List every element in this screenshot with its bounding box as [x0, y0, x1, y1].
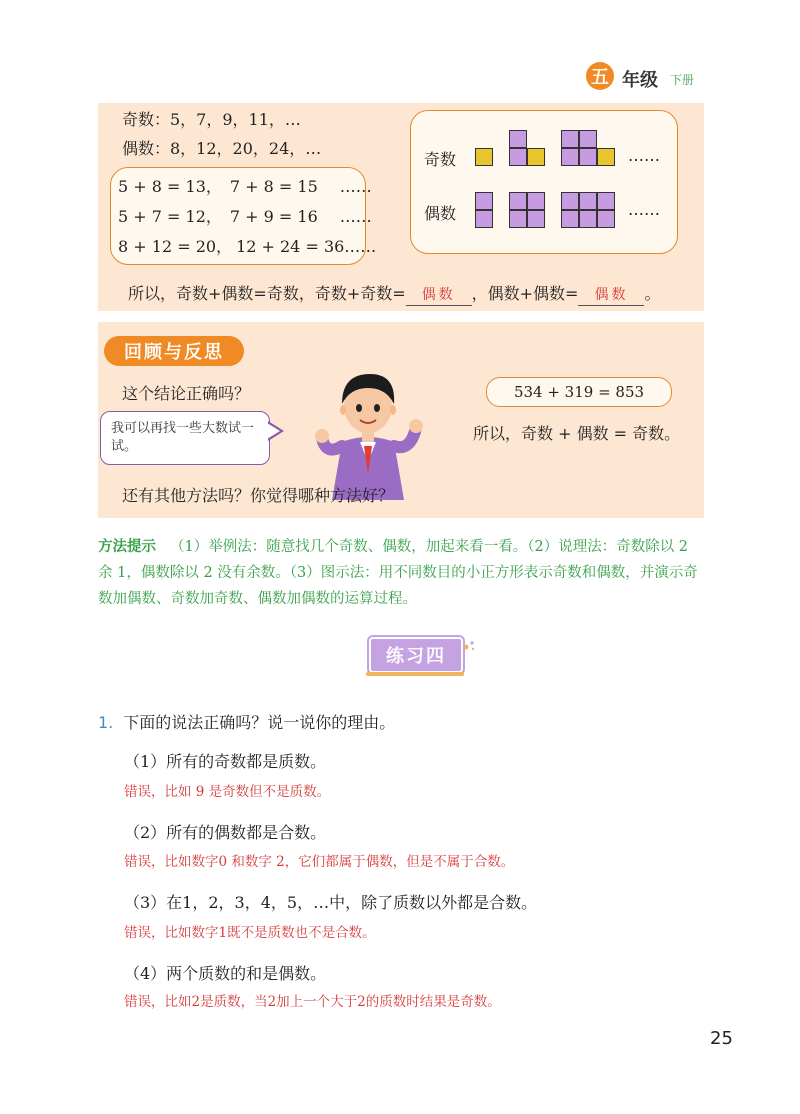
odd-number-list: 奇数：5，7，9，11，… — [122, 110, 301, 129]
volume-label: 下册 — [670, 73, 695, 87]
method-hint — [98, 534, 706, 612]
speech-bubble: 我可以再找一些大数试一试。 — [100, 411, 270, 465]
odd-square — [597, 148, 615, 166]
conclusion-line: 所以，奇数+偶数=奇数，奇数+奇数= 偶数 ，偶数+偶数= 偶数 。 — [128, 284, 660, 306]
even-number-list: 偶数：8，12，20，24，… — [122, 139, 322, 158]
even-square — [579, 192, 597, 210]
page-number: 25 — [710, 1028, 733, 1049]
even-square — [509, 192, 527, 210]
example-row: 5 + 7 = 12， 7 + 9 = 16 …… — [118, 207, 372, 226]
grade-badge: 五 — [586, 62, 614, 90]
even-square — [527, 210, 545, 228]
even-square — [561, 210, 579, 228]
odd-square — [561, 148, 579, 166]
even-square — [597, 192, 615, 210]
even-square — [597, 210, 615, 228]
even-square — [561, 192, 579, 210]
statement-4: （4）两个质数的和是偶数。 — [124, 964, 327, 983]
odd-square — [475, 148, 493, 166]
speech-bubble-tail-fill — [267, 423, 280, 439]
review-tag: 回顾与反思 — [104, 336, 244, 366]
odd-square — [579, 130, 597, 148]
odd-square — [527, 148, 545, 166]
example-row: 8 + 12 = 20， 12 + 24 = 36…… — [118, 237, 377, 256]
answer-2: 错误，比如数字0 和数字 2，它们都属于偶数，但是不属于合数。 — [124, 854, 515, 870]
question-1: 1. 下面的说法正确吗？说一说你的理由。 — [98, 713, 396, 732]
even-square — [475, 210, 493, 228]
other-method-question: 还有其他方法吗？你觉得哪种方法好？ — [122, 486, 395, 505]
even-square — [509, 210, 527, 228]
example-row: 5 + 8 = 13， 7 + 8 = 15 …… — [118, 177, 372, 196]
answer-1: 错误，比如 9 是奇数但不是质数。 — [124, 784, 331, 800]
answer-blank: 偶数 — [578, 285, 644, 306]
sparkle-icon — [462, 640, 476, 652]
statement-1: （1）所有的奇数都是质数。 — [124, 752, 327, 771]
exercise-title: 练习四 — [369, 637, 463, 673]
odd-row-label: 奇数 — [424, 150, 457, 169]
even-ellipsis: …… — [628, 200, 660, 219]
exercise-title-underline — [366, 672, 464, 676]
equation-box: 534 + 319 = 853 — [486, 377, 672, 407]
question-number: 1. — [98, 713, 114, 732]
review-question: 这个结论正确吗？ — [122, 384, 251, 403]
grade-label: 年级 — [622, 70, 658, 91]
odd-square — [509, 130, 527, 148]
odd-square — [579, 148, 597, 166]
statement-3: （3）在1，2，3，4，5，…中，除了质数以外都是合数。 — [124, 893, 538, 912]
review-conclusion: 所以，奇数 + 偶数 = 奇数。 — [473, 424, 681, 443]
square-diagram-box — [410, 110, 678, 254]
odd-square — [561, 130, 579, 148]
even-row-label: 偶数 — [424, 204, 457, 223]
method-hint-text: （1）举例法：随意找几个奇数、偶数，加起来看一看。（2）说理法：奇数除以 2 余 1，偶数除以 2 没有余数。（3）图示法：用不同数目的小正方形表示奇数和偶数，并演示奇数加偶数、奇数加奇数、偶数加偶数的运算过程。 — [98, 539, 698, 607]
even-square — [527, 192, 545, 210]
odd-ellipsis: …… — [628, 146, 660, 165]
boy-illustration — [312, 362, 424, 502]
odd-square — [509, 148, 527, 166]
statement-2: （2）所有的偶数都是合数。 — [124, 823, 327, 842]
answer-3: 错误，比如数字1既不是质数也不是合数。 — [124, 925, 376, 941]
even-square — [579, 210, 597, 228]
answer-4: 错误，比如2是质数，当2加上一个大于2的质数时结果是奇数。 — [124, 994, 501, 1010]
answer-blank: 偶数 — [406, 285, 472, 306]
method-hint-label: 方法提示 — [98, 539, 156, 555]
even-square — [475, 192, 493, 210]
